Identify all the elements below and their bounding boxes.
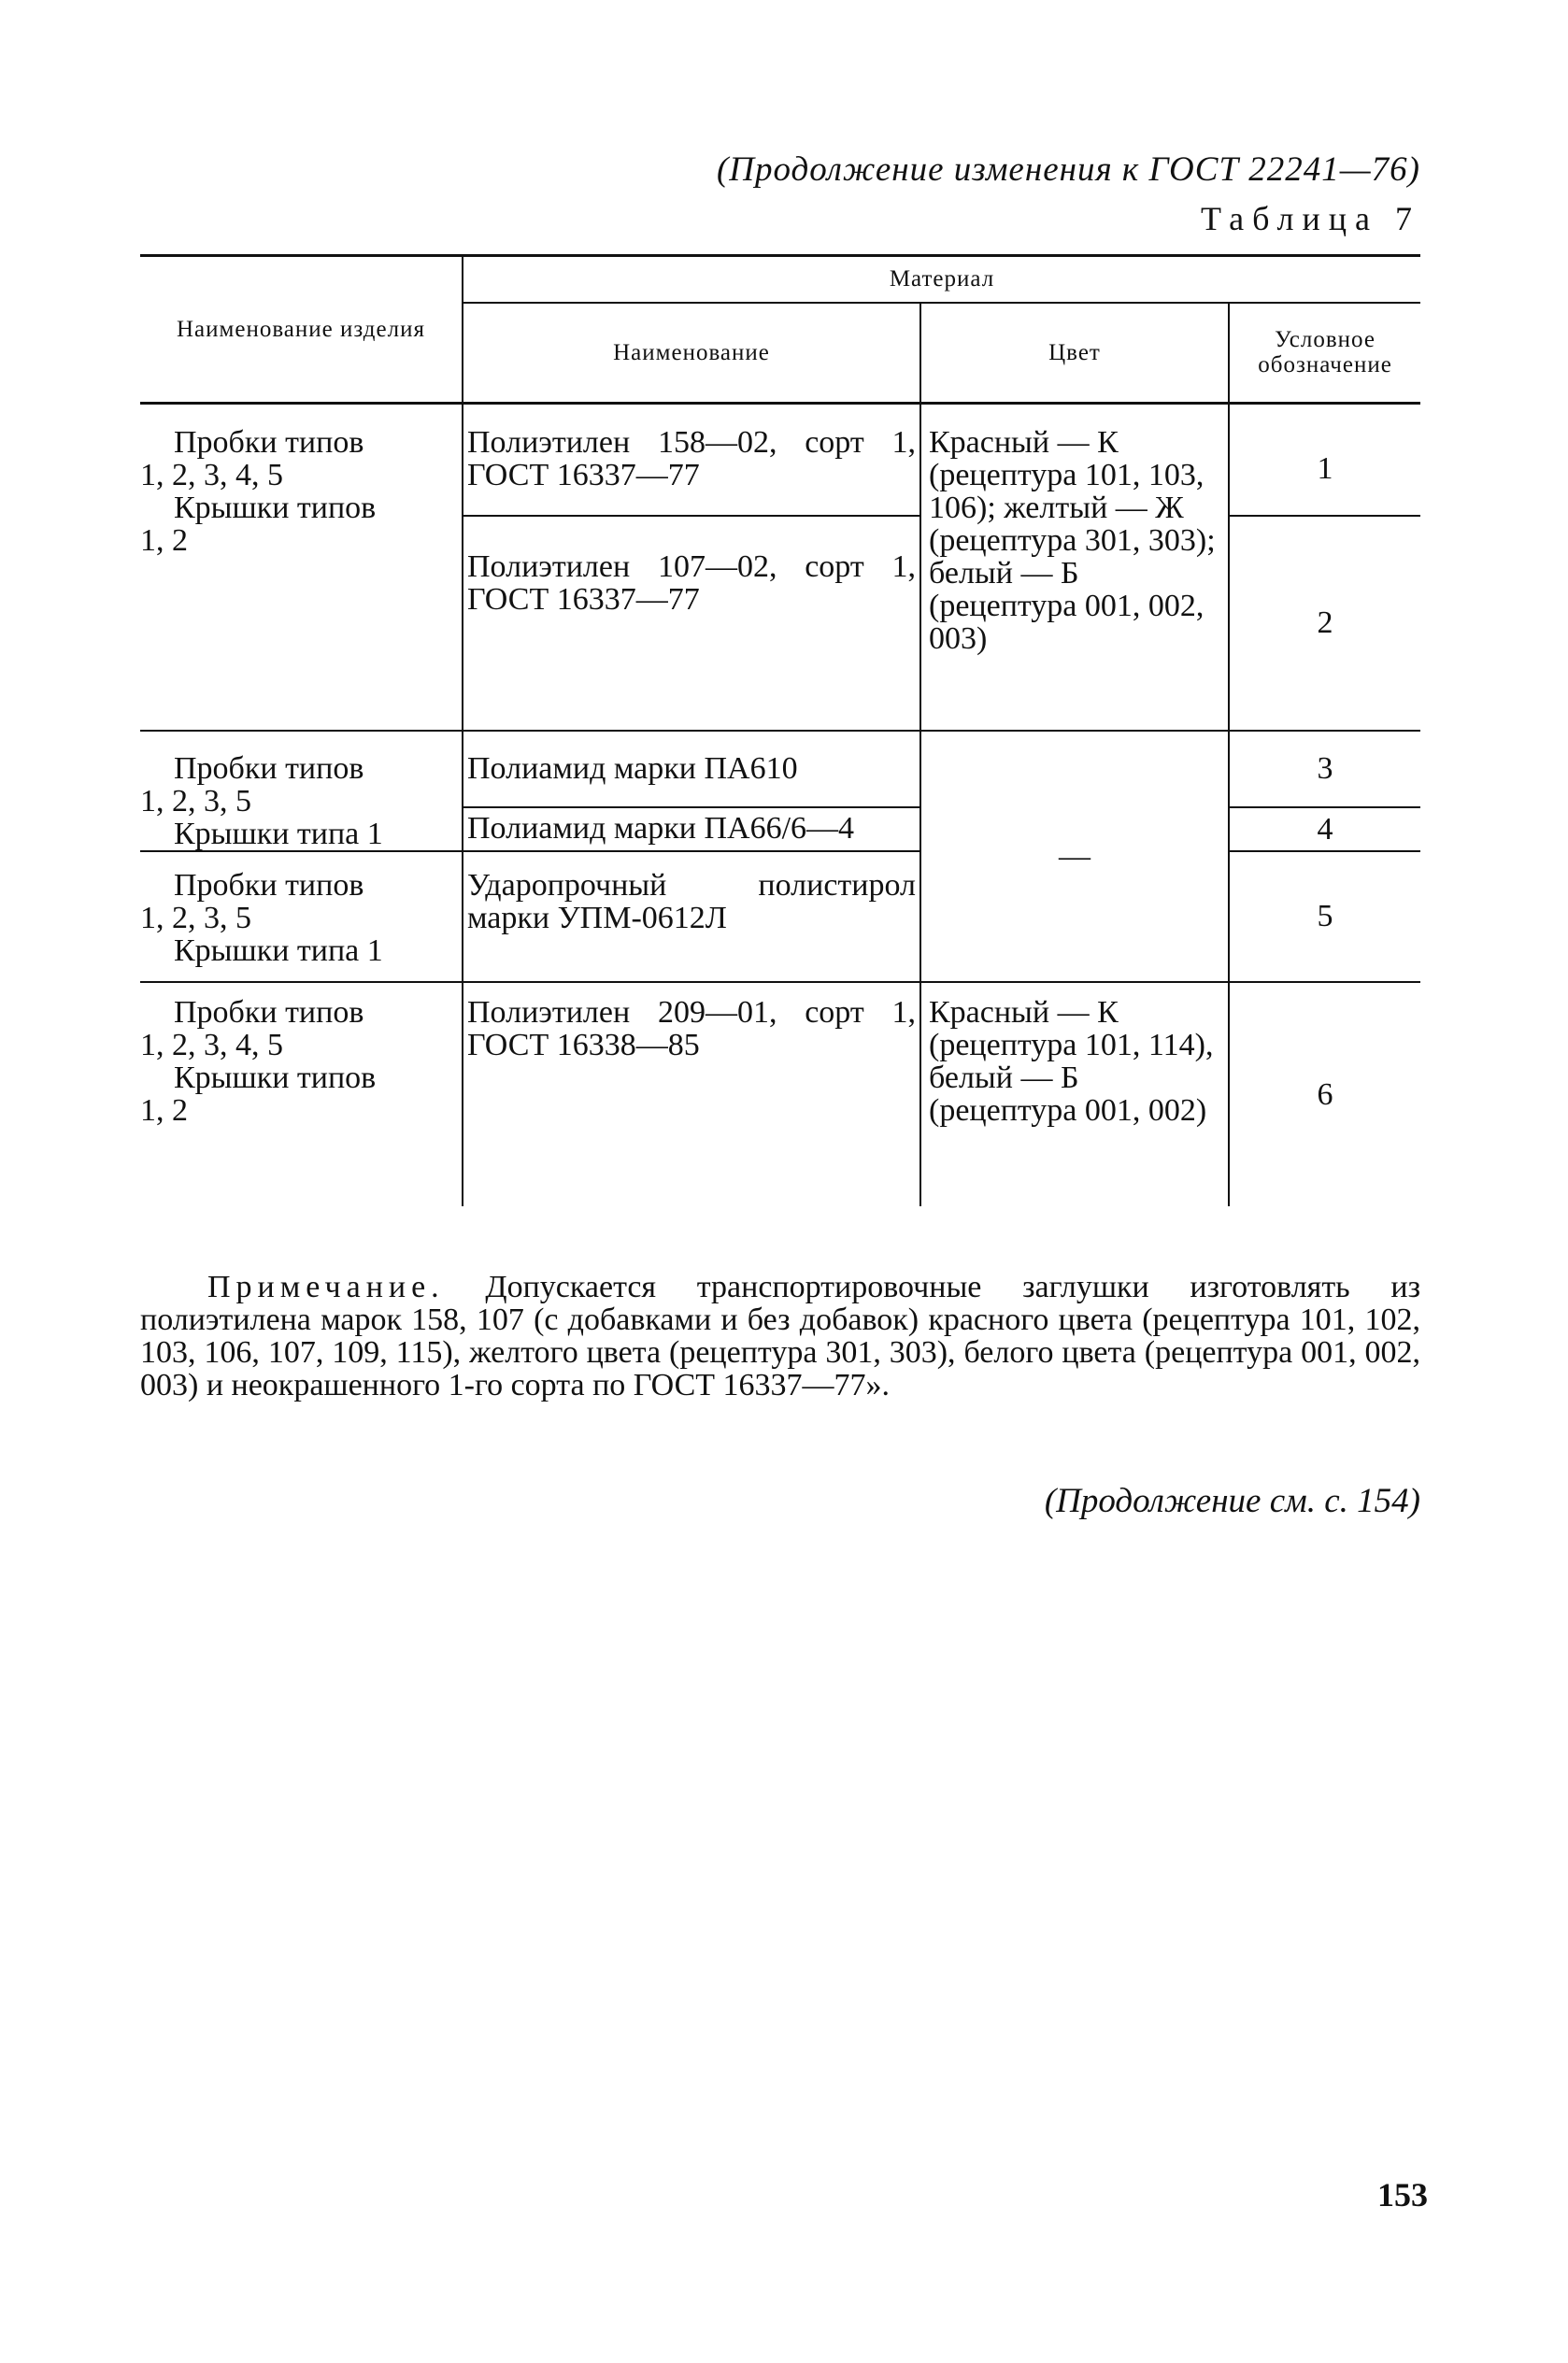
material-name: Полиамид марки ПА66/6—4	[463, 807, 920, 851]
color-cell: Красный — К (рецептура 101, 103, 106); желтый — Ж (рецептура 301, 303); белый — Б (рецептура 001, 002, 003)	[920, 422, 1229, 731]
code-cell: 1	[1229, 422, 1420, 516]
header-material-name: Наименование	[463, 303, 920, 404]
note-text: Допускается транспортировочные заглушки изготовлять из полиэтилена марок 158, 107 (с добавками и без добавок) красного цвета (рецептура 101, 102, 103, 106, 107, 109, 115), желтого цвета (рецептура 301, 303), белого цвета (рецептура 001, 002, 003) и неокрашенного 1-го сорта по ГОСТ 16337—77».	[140, 1270, 1421, 1402]
material-name: Ударопрочный полистирол марки УПМ-0612Л	[463, 851, 920, 982]
product-line: 1, 2, 3, 5	[140, 900, 251, 935]
product-line: Пробки типов	[174, 750, 364, 786]
product-line: Крышки типа 1	[174, 932, 383, 968]
table-label: Таблица 7	[1201, 200, 1420, 237]
product-cell	[140, 851, 463, 982]
product-line: 1, 2	[140, 522, 188, 558]
header-code: Условное обозначение	[1229, 303, 1420, 404]
product-line: Крышки типов	[174, 490, 377, 525]
header-product: Наименование изделия	[140, 256, 463, 404]
product-line: Пробки типов	[174, 867, 364, 903]
code-cell: 4	[1229, 807, 1420, 851]
code-cell: 3	[1229, 731, 1420, 807]
product-line: Пробки типов	[174, 424, 364, 460]
product-cell	[140, 982, 463, 1206]
product-line: Пробки типов	[174, 994, 364, 1030]
material-name: Полиэтилен 209—01, сорт 1, ГОСТ 16338—85	[463, 982, 920, 1206]
material-name: Полиэтилен 158—02, сорт 1, ГОСТ 16337—77	[463, 422, 920, 516]
material-name: Полиэтилен 107—02, сорт 1, ГОСТ 16337—77	[463, 516, 920, 731]
code-cell: 6	[1229, 982, 1420, 1206]
color-cell: —	[920, 731, 1229, 982]
product-line: 1, 2, 3, 4, 5	[140, 1027, 283, 1062]
product-line: 1, 2, 3, 5	[140, 783, 251, 819]
product-line: Крышки типа 1	[174, 816, 383, 851]
note-paragraph	[140, 1271, 1420, 1402]
material-name: Полиамид марки ПА610	[463, 731, 920, 807]
product-cell	[140, 422, 463, 731]
color-cell: Красный — К (рецептура 101, 114), белый — Б (рецептура 001, 002)	[920, 982, 1229, 1206]
product-line: 1, 2	[140, 1092, 188, 1128]
code-cell: 5	[1229, 851, 1420, 982]
note-label: Примечание.	[207, 1270, 445, 1304]
product-line: 1, 2, 3, 4, 5	[140, 457, 283, 492]
header-material: Материал	[463, 256, 1420, 303]
materials-table	[140, 254, 1420, 1206]
continuation-footer: (Продолжение см. с. 154)	[1044, 1482, 1420, 1520]
continuation-header: (Продолжение изменения к ГОСТ 22241—76)	[716, 150, 1420, 189]
page-number: 153	[1377, 2176, 1428, 2214]
header-color: Цвет	[920, 303, 1229, 404]
product-line: Крышки типов	[174, 1060, 377, 1095]
product-cell	[140, 731, 463, 851]
code-cell: 2	[1229, 516, 1420, 731]
